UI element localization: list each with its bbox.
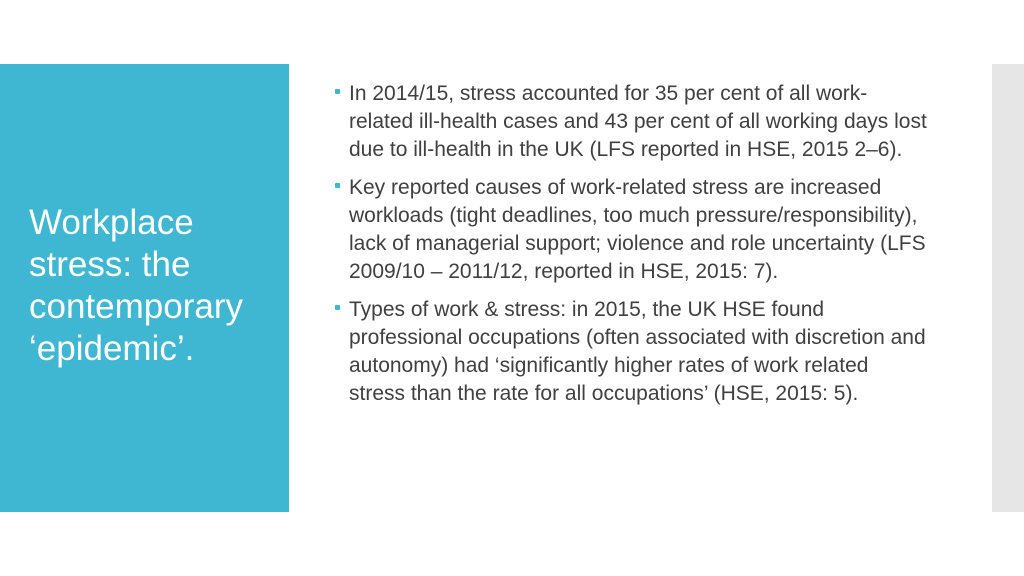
- slide-title: Workplace stress: the contemporary ‘epidemic’.: [29, 203, 243, 368]
- square-bullet-icon: [335, 89, 340, 94]
- square-bullet-icon: [335, 183, 340, 188]
- bullet-item: [330, 80, 930, 164]
- bullet-text: In 2014/15, stress accounted for 35 per cent of all work-related ill-health cases and 43 per cent of all working days lost due to ill-health in the UK (LFS reported in HSE, 2015 2–6).: [349, 82, 927, 161]
- right-edge-bar: [992, 64, 1024, 512]
- square-bullet-icon: [335, 305, 340, 310]
- bullet-list: [330, 80, 930, 418]
- bullet-item: [330, 174, 930, 286]
- bullet-text: Types of work & stress: in 2015, the UK HSE found professional occupations (often associated with discretion and autonomy) had ‘significantly higher rates of work related stress than the rate for all occupations’ (HSE, 2015: 5).: [349, 298, 926, 405]
- bullet-item: [330, 296, 930, 408]
- bullet-text: Key reported causes of work-related stress are increased workloads (tight deadlines, too much pressure/responsibility), lack of managerial support; violence and role uncertainty (LFS 2009/10 – 2011/12, reported in HSE, 2015: 7).: [349, 176, 926, 283]
